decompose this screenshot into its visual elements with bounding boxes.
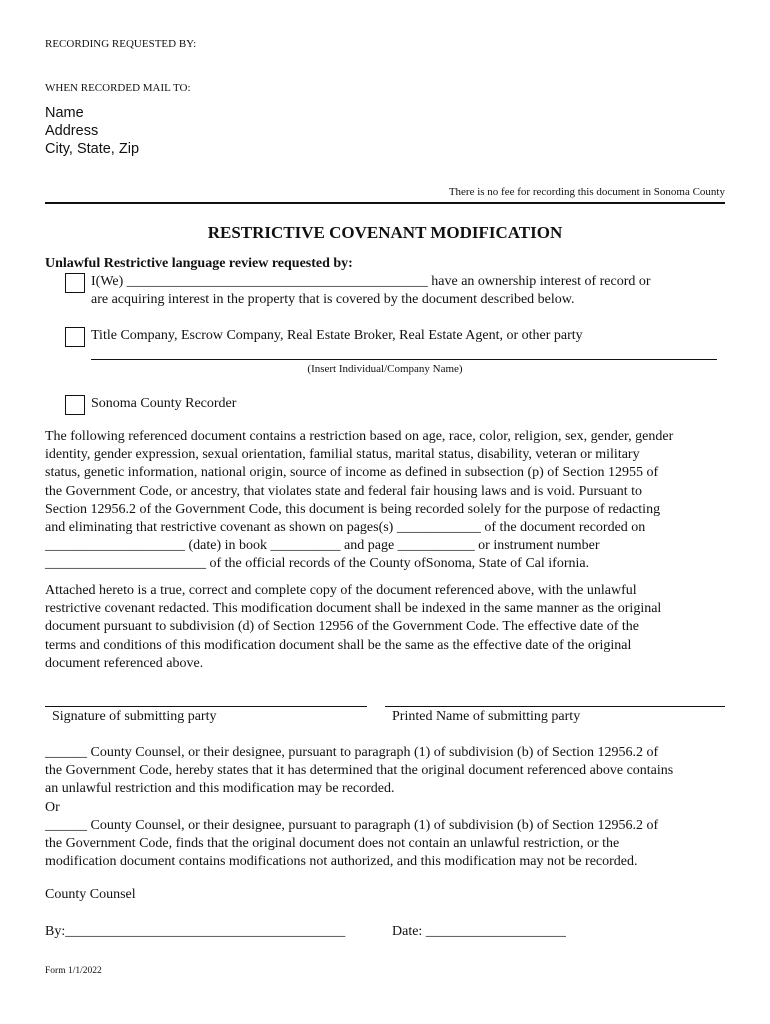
mail-to-city-state-zip: City, State, Zip [45, 141, 140, 157]
paragraph-line: document referenced above. [45, 655, 204, 671]
fee-note: There is no fee for recording this document in Sonoma County [448, 186, 725, 198]
by-signature-line[interactable]: By:________________________________________ [45, 924, 346, 939]
signature-line[interactable] [45, 706, 367, 707]
paragraph-line: _______________________ of the official records of the County ofSonoma, State of Cal ifornia. [45, 556, 590, 572]
paragraph-line: status, genetic information, national origin, source of income as defined in subsection (p) of Section 12955 of [45, 465, 659, 481]
attached-copy-paragraph [45, 582, 735, 673]
form-id: Form 1/1/2022 [45, 966, 102, 976]
recording-requested-by-label: RECORDING REQUESTED BY: [45, 38, 197, 50]
signature-label: Signature of submitting party [52, 709, 217, 724]
insert-name-caption: (Insert Individual/Company Name) [307, 363, 463, 375]
owner-option-line2: are acquiring interest in the property that is covered by the document described below. [91, 292, 575, 307]
paragraph-line: modification document contains modifications not authorized, and this modification may not be recorded. [45, 854, 638, 870]
paragraph-line: the Government Code, or ancestry, that violates state and federal fair housing laws and is void. Pursuant to [45, 483, 643, 499]
restriction-paragraph [45, 428, 735, 574]
paragraph-line: identity, gender expression, sexual orientation, familial status, marital status, disability, veteran or military [45, 447, 640, 463]
county-counsel-label: County Counsel [45, 887, 136, 902]
printed-name-line[interactable] [385, 706, 725, 707]
paragraph-line: document pursuant to subdivision (d) of Section 12956 of the Government Code. The effective date of the [45, 619, 639, 635]
owner-checkbox[interactable] [65, 273, 85, 293]
paragraph-line: the Government Code, finds that the original document does not contain an unlawful restriction, or the [45, 836, 620, 852]
paragraph-line: the Government Code, hereby states that it has determined that the original document referenced above contains [45, 763, 674, 779]
paragraph-line: ______ County Counsel, or their designee, pursuant to paragraph (1) of subdivision (b) of Section 12956.2 of [45, 745, 659, 760]
title-company-option: Title Company, Escrow Company, Real Estate Broker, Real Estate Agent, or other party [91, 328, 583, 343]
counsel-approval-paragraph [45, 744, 735, 871]
date-line[interactable]: Date: ____________________ [392, 924, 566, 939]
owner-option-line1: I(We) ___________________________________________ have an ownership interest of record or [91, 274, 651, 289]
printed-name-label: Printed Name of submitting party [392, 709, 581, 724]
county-recorder-option: Sonoma County Recorder [91, 396, 237, 411]
paragraph-line: ____________________ (date) in book __________ and page ___________ or instrument number [45, 538, 600, 554]
header-divider [45, 202, 725, 204]
mail-to-address: Address [45, 123, 99, 139]
review-heading: Unlawful Restrictive language review requested by: [45, 256, 353, 271]
paragraph-line: Section 12956.2 of the Government Code, this document is being recorded solely for the purpose of redacting [45, 501, 661, 517]
paragraph-line: The following referenced document contains a restriction based on age, race, color, religion, sex, gender, gender [45, 429, 674, 444]
paragraph-line: and eliminating that restrictive covenant as shown on pages(s) ____________ of the document recorded on [45, 520, 646, 536]
paragraph-line: terms and conditions of this modification document shall be the same as the effective date of the original [45, 637, 632, 653]
paragraph-line: Attached hereto is a true, correct and complete copy of the document referenced above, with the unlawful [45, 583, 637, 598]
document-title: RESTRICTIVE COVENANT MODIFICATION [207, 223, 563, 242]
title-company-checkbox[interactable] [65, 327, 85, 347]
or-label: Or [45, 799, 60, 815]
county-recorder-checkbox[interactable] [65, 395, 85, 415]
paragraph-line: an unlawful restriction and this modification may be recorded. [45, 781, 395, 797]
mail-to-name: Name [45, 105, 84, 121]
insert-name-line[interactable] [91, 359, 717, 360]
when-recorded-mail-to-label: WHEN RECORDED MAIL TO: [45, 82, 191, 94]
paragraph-line: restrictive covenant redacted. This modification document shall be indexed in the same manner as the original [45, 601, 662, 617]
paragraph-line: ______ County Counsel, or their designee, pursuant to paragraph (1) of subdivision (b) of Section 12956.2 of [45, 817, 659, 833]
